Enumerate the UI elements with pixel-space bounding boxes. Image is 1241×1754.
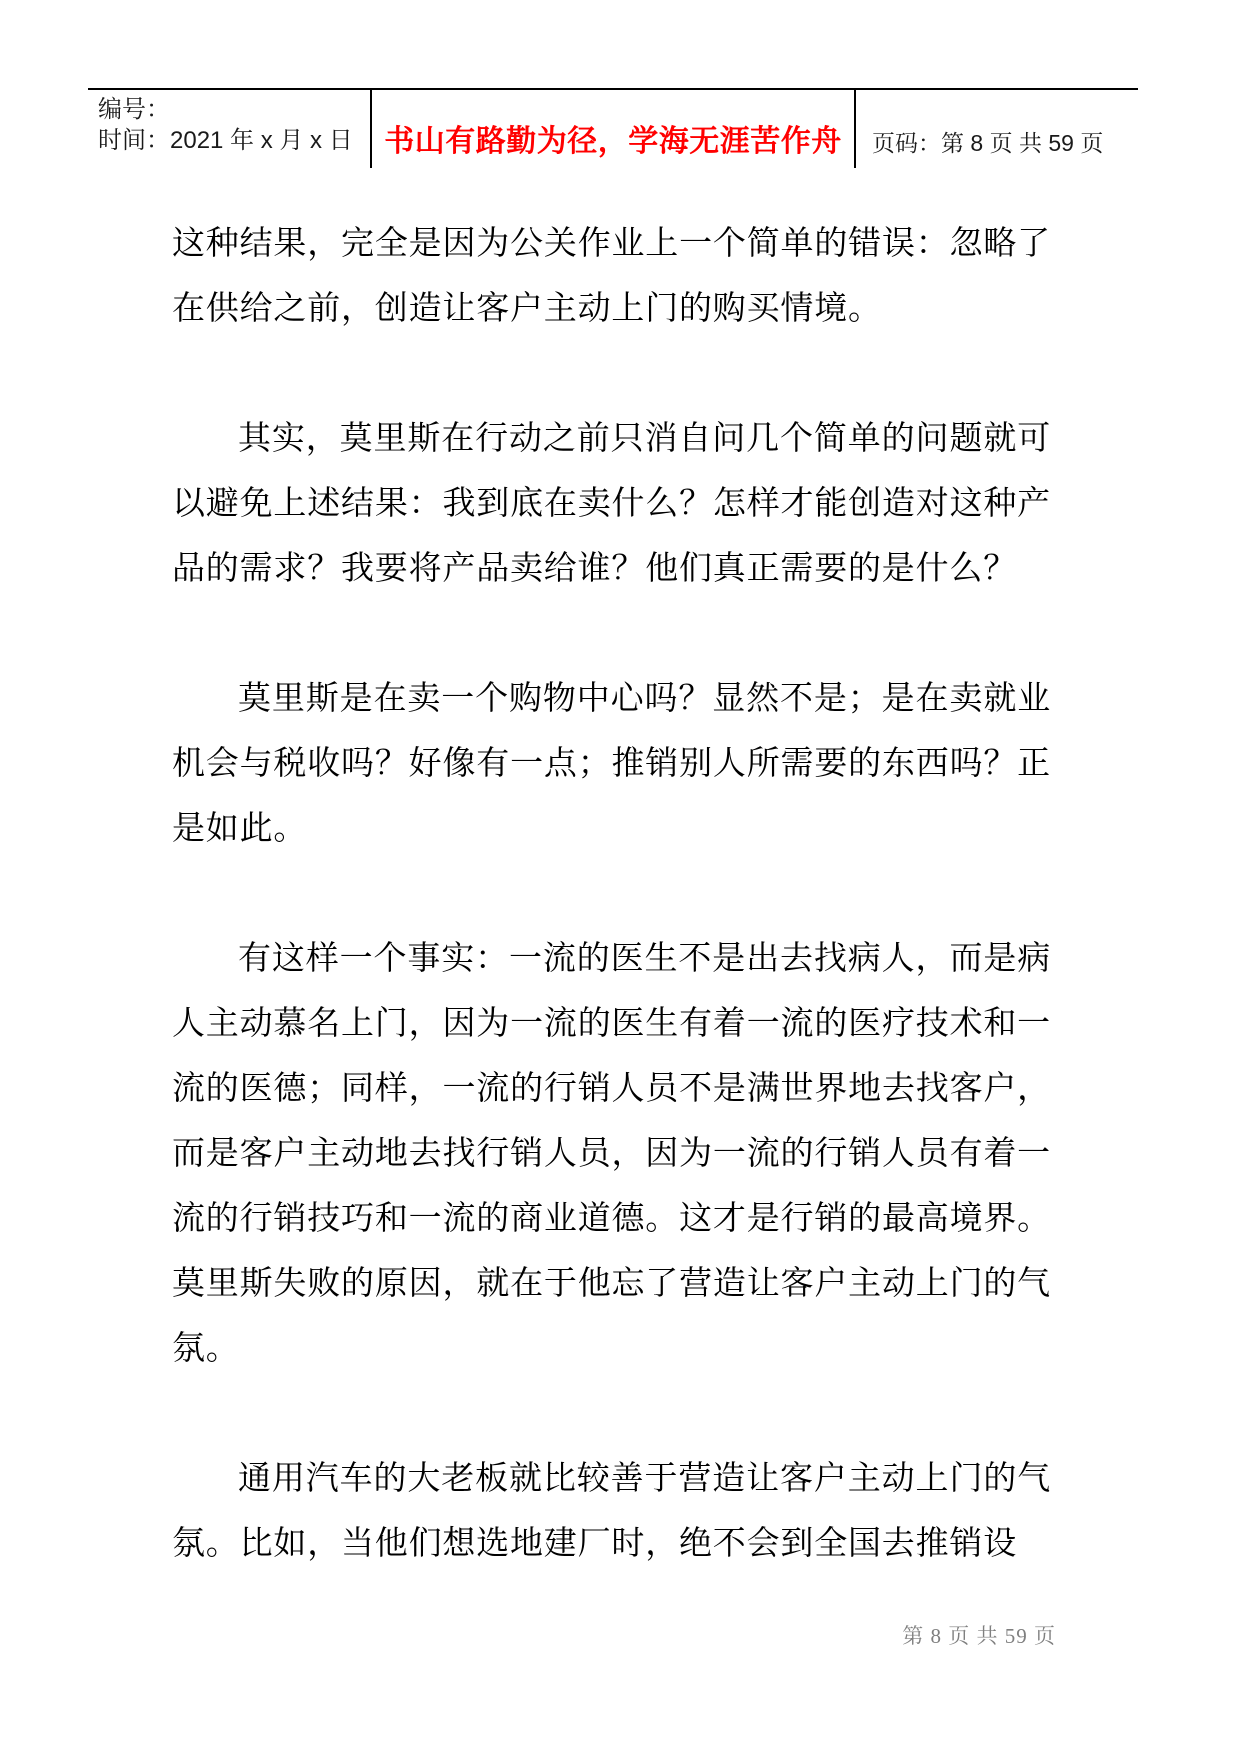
header-right-cell: [854, 90, 1138, 168]
paragraph: 通用汽车的大老板就比较善于营造让客户主动上门的气氛。比如，当他们想选地建厂时，绝不会到全国去推销设: [172, 1461, 1051, 1562]
footer-page-number: 第 8 页 共 59 页: [902, 1624, 1056, 1648]
header-page-info: 页码：第 8 页 共 59 页: [872, 130, 1104, 156]
paragraph: 其实，莫里斯在行动之前只消自问几个简单的问题就可以避免上述结果：我到底在卖什么？怎样才能创造对这种产品的需求？我要将产品卖给谁？他们真正需要的是什么？: [172, 421, 1051, 587]
header-left-cell: [88, 90, 370, 168]
header-middle-cell: [370, 90, 854, 168]
paragraph: 莫里斯是在卖一个购物中心吗？显然不是；是在卖就业机会与税收吗？好像有一点；推销别人所需要的东西吗？正是如此。: [172, 681, 1051, 847]
document-body: [172, 212, 1051, 1642]
header-time-label: 时间：2021 年 x 月 x 日: [98, 127, 353, 154]
paragraph: 有这样一个事实：一流的医生不是出去找病人，而是病人主动慕名上门，因为一流的医生有着一流的医疗技术和一流的医德；同样，一流的行销人员不是满世界地去找客户，而是客户主动地去找行销人员，因为一流的行销人员有着一流的行销技巧和一流的商业道德。这才是行销的最高境界。莫里斯失败的原因，就在于他忘了营造让客户主动上门的气氛。: [172, 941, 1051, 1367]
header-slogan: 书山有路勤为径，学海无涯苦作舟: [384, 125, 842, 158]
header-table: [88, 88, 1138, 168]
header-number-label: 编号：: [98, 96, 170, 123]
paragraph: 这种结果，完全是因为公关作业上一个简单的错误：忽略了在供给之前，创造让客户主动上门的购买情境。: [172, 226, 1051, 327]
